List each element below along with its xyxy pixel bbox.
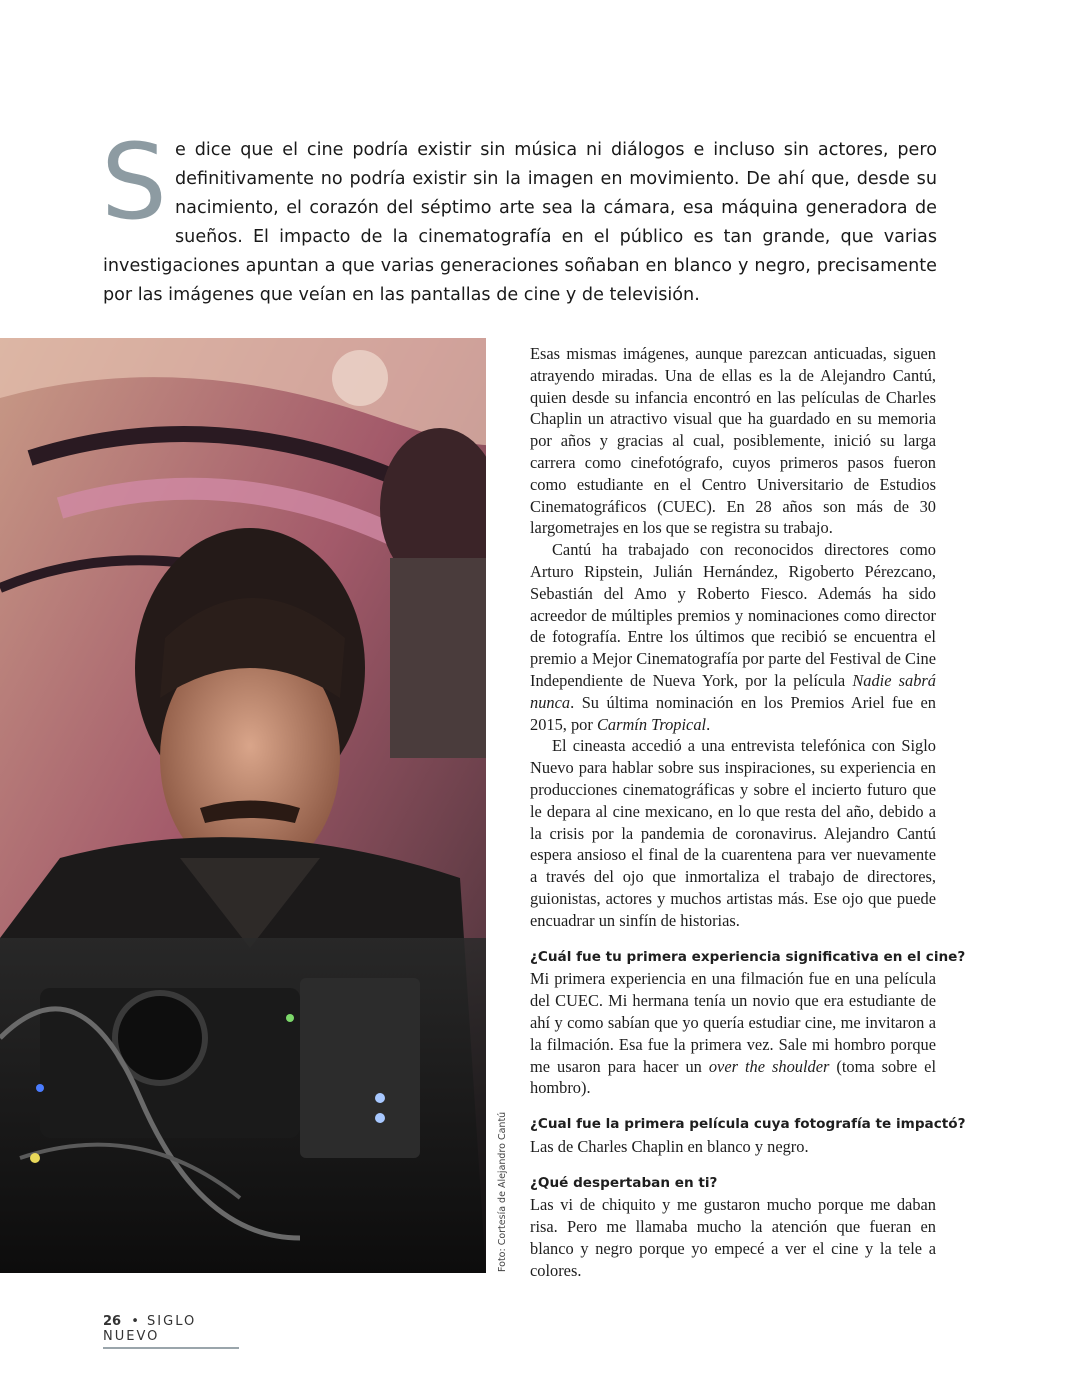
film-title: Carmín Tropical	[596, 714, 707, 734]
text-run: . Su última nominación en los Premios Ariel fue en 2015, por	[530, 692, 936, 734]
photo-credit: Foto: Cortesía de Alejandro Cantú	[497, 1111, 508, 1272]
article-paragraph	[530, 539, 936, 735]
page-number: 26	[103, 1314, 122, 1329]
article-paragraph: El cineasta accedió a una entrevista telefónica con Siglo Nuevo para hablar sobre sus inspiraciones, su experiencia en producciones cinematográficas y sobre el incierto futuro que le depara al cine mexicano, en lo que resta del año, debido a la crisis por la pandemia de coronavirus. Alejandro Cantú espera ansioso el final de la cuarentena para ver nuevamente a través del ojo que inmortaliza el trabajo de directores, guionistas, actores y muchos artistas más. Ese ojo que puede encuadrar un sinfín de historias.	[530, 736, 936, 930]
interview-question: ¿Cual fue la primera película cuya fotografía te impactó?	[530, 1116, 966, 1133]
intro-text: e dice que el cine podría existir sin música ni diálogos e incluso sin actores, pero definitivamente no podría existir sin la imagen en movimiento. De ahí que, desde su nacimiento, el corazón del séptimo arte sea la cámara, esa máquina generadora de sueños. El impacto de la cinematografía en el público es tan grande, que varias investigaciones apuntan a que varias generaciones soñaban en blanco y negro, precisamente por las imágenes que veían en las pantallas de cine y de televisión.	[103, 140, 937, 305]
cinematographer-photo	[0, 338, 486, 1273]
interview-question: ¿Cuál fue tu primera experiencia significativa en el cine?	[530, 948, 966, 965]
interview-answer: Las de Charles Chaplin en blanco y negro.	[530, 1136, 809, 1156]
article-body	[530, 343, 966, 1282]
text-run: Mi primera experiencia en una filmación fue en una película del CUEC. Mi hermana tenía un novio que era estudiante de ahí y como sabían que yo quería estudiar cine, me invitaron a la filmación. Esa fue la primera vez. Sale mi hombro porque me usaron para hacer un	[530, 969, 936, 1076]
interview-question: ¿Qué despertaban en ti?	[530, 1174, 718, 1191]
film-title: Nadie sabrá nunca	[530, 670, 937, 712]
text-run: Cantú ha trabajado con reconocidos directores como Arturo Ripstein, Julián Hernández, Rigoberto Pérezcano, Sebastián del Amo y Roberto Fiesco. Además ha sido acreedor de múltiples premios y nominaciones como director de fotografía. Entre los últimos que recibió se encuentra el premio a Mejor Cinematografía por parte del Festival de Cine Independiente de Nueva York, por la película	[530, 540, 936, 690]
page-footer	[103, 1314, 239, 1349]
italic-term: over the shoulder	[708, 1056, 830, 1076]
footer-separator: •	[131, 1314, 141, 1329]
intro-paragraph	[101, 121, 937, 310]
drop-cap: S	[101, 121, 168, 243]
interview-answer: Las vi de chiquito y me gustaron mucho porque me daban risa. Pero me llamaba mucho la atención que fueran en blanco y negro porque yo empecé a ver el cine y la tele a colores.	[530, 1195, 936, 1280]
article-paragraph: Esas mismas imágenes, aunque parezcan anticuadas, siguen atrayendo miradas. Una de ellas es la de Alejandro Cantú, quien desde su infancia encontró en las películas de Charles Chaplin un atractivo visual que ha guardado en su memoria por años y gracias al cual, posiblemente, inició su larga carrera como cinefotógrafo, cuyos primeros pasos fueron como estudiante en el Centro Universitario de Estudios Cinematográficos (CUEC). En 28 años son más de 30 largometrajes en los que se registra su trabajo.	[530, 344, 936, 538]
text-run: .	[706, 714, 711, 734]
text-run: (toma sobre el hombro).	[530, 1056, 936, 1098]
interview-answer	[530, 968, 936, 1099]
magazine-name: SIGLO NUEVO	[103, 1314, 197, 1344]
